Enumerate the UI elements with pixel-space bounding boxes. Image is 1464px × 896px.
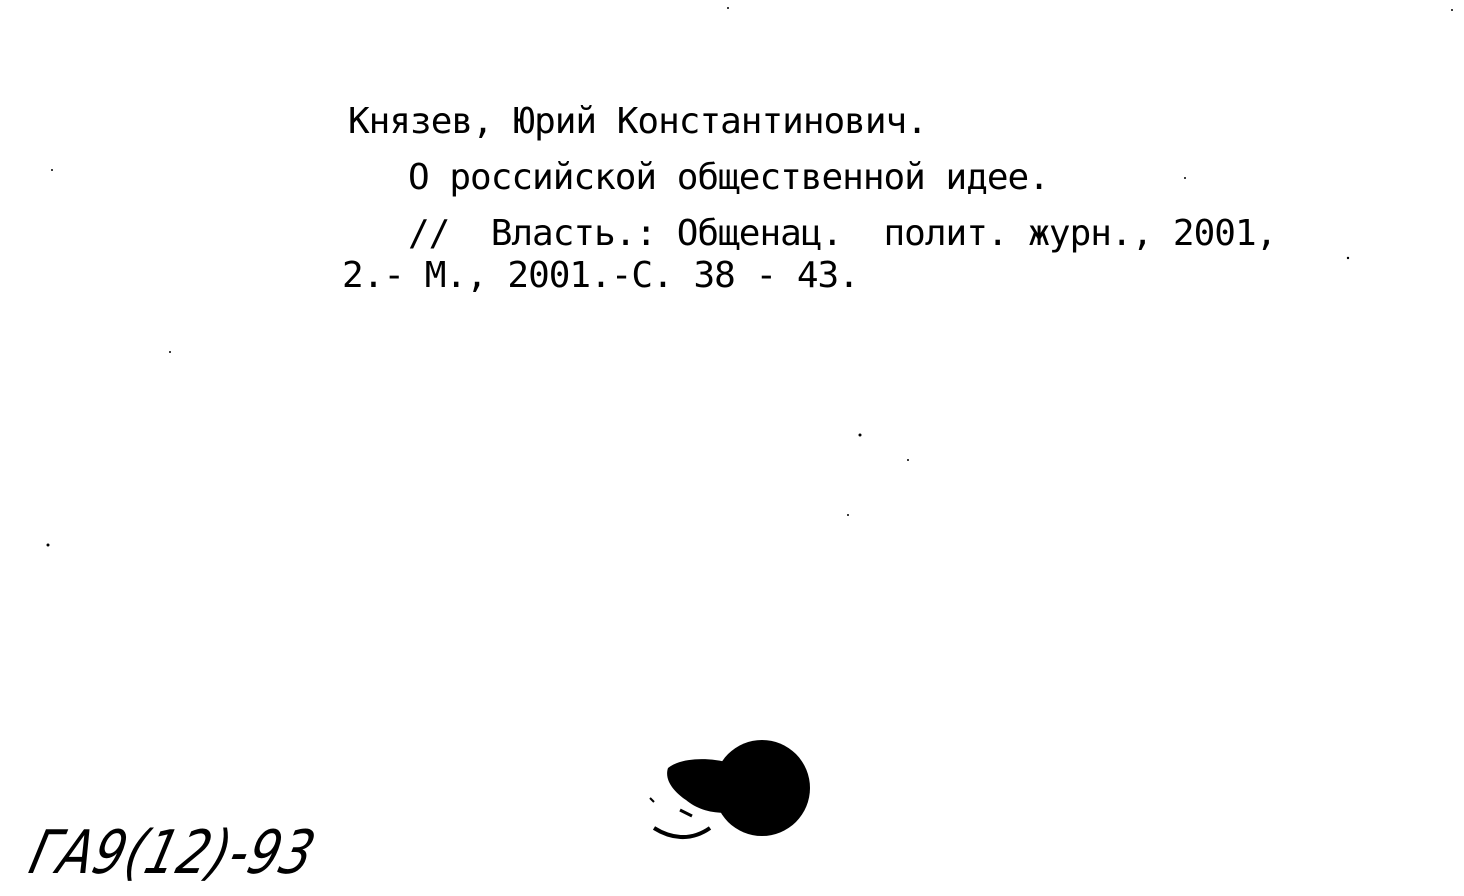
author-line: Князев, Юрий Константинович.: [348, 101, 927, 142]
imprint-line: 2.- М., 2001.-С. 38 - 43.: [342, 255, 859, 296]
title-line: О российской общественной идее.: [408, 157, 1049, 198]
source-line: // Власть.: Общенац. полит. журн., 2001,: [408, 213, 1277, 254]
handwritten-shelfmark: ГА9(12)-93: [23, 818, 323, 888]
